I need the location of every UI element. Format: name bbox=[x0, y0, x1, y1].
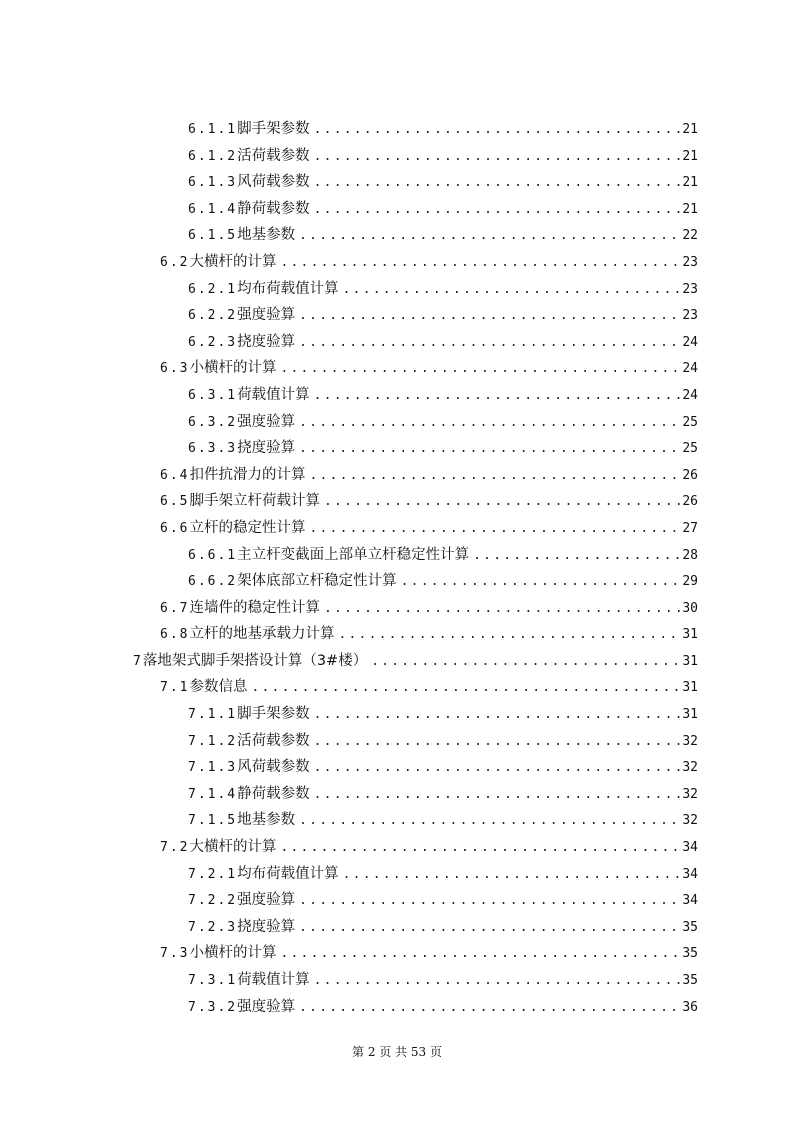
toc-entry-line bbox=[188, 568, 698, 596]
toc-entry-title: 强度验算 bbox=[237, 994, 299, 1021]
toc-dot-leader bbox=[324, 489, 680, 516]
toc-dot-leader bbox=[324, 596, 680, 623]
toc-entry-number: 7.1.4 bbox=[188, 786, 238, 802]
toc-entry[interactable] bbox=[0, 169, 794, 196]
toc-dot-leader bbox=[309, 516, 680, 543]
toc-dot-leader bbox=[280, 835, 680, 862]
toc-entry-page-number: 35 bbox=[682, 946, 698, 962]
toc-entry-line bbox=[188, 302, 698, 330]
toc-dot-leader bbox=[299, 915, 680, 942]
toc-entry-line bbox=[188, 276, 698, 304]
toc-entry-line bbox=[188, 861, 698, 889]
toc-entry[interactable] bbox=[0, 462, 794, 489]
toc-entry-line bbox=[188, 728, 698, 756]
toc-dot-leader bbox=[314, 755, 681, 782]
toc-entry[interactable] bbox=[0, 382, 794, 409]
toc-entry-line bbox=[188, 994, 698, 1022]
toc-entry-page-number: 31 bbox=[682, 653, 698, 669]
toc-entry-line bbox=[133, 648, 698, 676]
toc-entry[interactable] bbox=[0, 861, 794, 888]
toc-entry-number: 6.1.4 bbox=[188, 201, 238, 217]
toc-entry[interactable] bbox=[0, 435, 794, 462]
toc-entry-line bbox=[188, 914, 698, 942]
toc-entry-number: 7.2 bbox=[160, 840, 190, 856]
toc-entry-page-number: 21 bbox=[682, 175, 698, 191]
toc-entry[interactable] bbox=[0, 249, 794, 276]
toc-entry-page-number: 35 bbox=[682, 919, 698, 935]
toc-entry[interactable] bbox=[0, 568, 794, 595]
toc-dot-leader bbox=[314, 729, 681, 756]
toc-entry-number: 7.2.3 bbox=[188, 919, 238, 935]
toc-entry-title: 立杆的地基承载力计算 bbox=[189, 621, 338, 648]
toc-entry-title: 立杆的稳定性计算 bbox=[189, 515, 309, 542]
toc-entry-line bbox=[160, 515, 698, 543]
toc-dot-leader bbox=[299, 410, 680, 437]
toc-dot-leader bbox=[280, 356, 680, 383]
toc-entry-number: 7.3.2 bbox=[188, 999, 238, 1015]
toc-entry-number: 7.1.5 bbox=[188, 813, 238, 829]
toc-entry-line bbox=[160, 834, 698, 862]
toc-entry-number: 7.1.3 bbox=[188, 760, 238, 776]
toc-entry-title: 连墙件的稳定性计算 bbox=[189, 595, 324, 622]
toc-entry-page-number: 24 bbox=[682, 334, 698, 350]
toc-entry-line bbox=[188, 781, 698, 809]
toc-entry-page-number: 25 bbox=[682, 441, 698, 457]
toc-entry-page-number: 32 bbox=[682, 813, 698, 829]
toc-dot-leader bbox=[299, 888, 680, 915]
toc-entry-title: 脚手架立杆荷载计算 bbox=[189, 488, 324, 515]
toc-entry-number: 7.2.2 bbox=[188, 893, 238, 909]
toc-entry-number: 7.1.1 bbox=[188, 707, 238, 723]
toc-entry-title: 活荷载参数 bbox=[237, 728, 314, 755]
toc-entry-page-number: 31 bbox=[682, 627, 698, 643]
toc-entry-title: 脚手架参数 bbox=[237, 701, 314, 728]
toc-entry-title: 参数信息 bbox=[189, 674, 251, 701]
toc-entry-number: 6.1.3 bbox=[188, 175, 238, 191]
toc-dot-leader bbox=[280, 250, 680, 277]
toc-entry-page-number: 35 bbox=[682, 973, 698, 988]
toc-entry-page-number: 28 bbox=[682, 547, 698, 563]
toc-entry-number: 6.7 bbox=[160, 600, 190, 616]
toc-entry-title: 扣件抗滑力的计算 bbox=[189, 462, 309, 489]
toc-entry-page-number: 26 bbox=[682, 467, 698, 483]
toc-entry[interactable] bbox=[0, 834, 794, 861]
toc-dot-leader bbox=[338, 622, 680, 649]
toc-dot-leader bbox=[299, 223, 680, 250]
toc-entry-page-number: 31 bbox=[682, 680, 698, 696]
toc-entry-title: 地基参数 bbox=[237, 807, 299, 834]
toc-entry-title: 均布荷载值计算 bbox=[237, 276, 343, 303]
toc-entry-title: 小横杆的计算 bbox=[189, 940, 280, 967]
toc-entry-page-number: 32 bbox=[682, 733, 698, 749]
toc-entry-page-number: 24 bbox=[682, 387, 698, 403]
toc-entry-line bbox=[188, 382, 698, 410]
toc-entry-page-number: 26 bbox=[682, 494, 698, 510]
toc-entry-number: 6.3.1 bbox=[188, 387, 238, 403]
toc-entry-title: 挠度验算 bbox=[237, 914, 299, 941]
toc-entry-title: 强度验算 bbox=[237, 887, 299, 914]
toc-entry-page-number: 31 bbox=[682, 707, 698, 723]
toc-entry[interactable] bbox=[0, 222, 794, 249]
toc-entry-line bbox=[160, 940, 698, 968]
toc-entry-number: 6.6.2 bbox=[188, 574, 238, 590]
toc-entry-title: 小横杆的计算 bbox=[189, 355, 280, 382]
toc-entry-number: 6.2.1 bbox=[188, 281, 238, 297]
toc-entry[interactable] bbox=[0, 116, 794, 143]
toc-entry-title: 活荷载参数 bbox=[237, 143, 314, 170]
toc-entry-title: 挠度验算 bbox=[237, 435, 299, 462]
toc-entry[interactable] bbox=[0, 754, 794, 781]
toc-entry-line bbox=[160, 249, 698, 277]
toc-entry-number: 6.4 bbox=[160, 467, 190, 483]
toc-entry[interactable] bbox=[0, 355, 794, 382]
toc-dot-leader bbox=[371, 649, 680, 676]
toc-entry-line bbox=[160, 462, 698, 490]
toc-entry-page-number: 27 bbox=[682, 520, 698, 536]
toc-entry-page-number: 29 bbox=[682, 574, 698, 590]
toc-entry-number: 7 bbox=[133, 653, 143, 669]
toc-entry-line bbox=[188, 754, 698, 782]
toc-entry-line bbox=[188, 435, 698, 463]
toc-entry[interactable] bbox=[0, 196, 794, 223]
toc-entry-title: 风荷载参数 bbox=[237, 169, 314, 196]
toc-entry[interactable] bbox=[0, 329, 794, 356]
toc-entry-number: 7.1.2 bbox=[188, 733, 238, 749]
toc-entry-title: 大横杆的计算 bbox=[189, 249, 280, 276]
toc-entry-number: 7.2.1 bbox=[188, 866, 238, 882]
toc-entry-number: 6.6.1 bbox=[188, 547, 238, 563]
toc-entry-number: 7.1 bbox=[160, 680, 190, 696]
toc-entry-page-number: 23 bbox=[682, 308, 698, 324]
toc-entry[interactable] bbox=[0, 515, 794, 542]
toc-entry-page-number: 32 bbox=[682, 786, 698, 802]
toc-entry[interactable] bbox=[0, 701, 794, 728]
toc-entry-line bbox=[160, 488, 698, 516]
toc-dot-leader bbox=[314, 117, 681, 144]
toc-entry-title: 落地架式脚手架搭设计算（3#楼） bbox=[143, 648, 371, 675]
toc-entry-title: 脚手架参数 bbox=[237, 116, 314, 143]
toc-dot-leader bbox=[314, 968, 681, 995]
toc-entry-number: 6.5 bbox=[160, 494, 190, 510]
toc-entry[interactable] bbox=[0, 887, 794, 914]
toc-entry-page-number: 21 bbox=[682, 148, 698, 164]
toc-dot-leader bbox=[280, 941, 680, 968]
toc-entry-page-number: 22 bbox=[682, 228, 698, 244]
toc-entry-line bbox=[160, 621, 698, 649]
toc-entry-line bbox=[188, 329, 698, 357]
toc-entry[interactable] bbox=[0, 674, 794, 701]
toc-entry[interactable] bbox=[0, 409, 794, 436]
toc-entry-page-number: 24 bbox=[682, 361, 698, 377]
toc-entry-title: 强度验算 bbox=[237, 409, 299, 436]
toc-entry-title: 大横杆的计算 bbox=[189, 834, 280, 861]
toc-entry-number: 7.3 bbox=[160, 946, 190, 962]
toc-entry[interactable] bbox=[0, 542, 794, 569]
toc-entry-number: 6.2.3 bbox=[188, 334, 238, 350]
toc-entry-page-number: 21 bbox=[682, 201, 698, 217]
toc-dot-leader bbox=[299, 436, 680, 463]
toc-entry-line bbox=[188, 409, 698, 437]
toc-entry-page-number: 21 bbox=[682, 122, 698, 137]
toc-entry-page-number: 25 bbox=[682, 414, 698, 430]
toc-entry-title: 均布荷载值计算 bbox=[237, 861, 343, 888]
toc-entry[interactable] bbox=[0, 807, 794, 834]
toc-entry-number: 6.3.3 bbox=[188, 441, 238, 457]
toc-dot-leader bbox=[314, 782, 681, 809]
toc-entry-title: 挠度验算 bbox=[237, 329, 299, 356]
toc-dot-leader bbox=[314, 702, 681, 729]
toc-dot-leader bbox=[251, 675, 680, 702]
toc-entry-number: 6.6 bbox=[160, 520, 190, 536]
toc-entry-line bbox=[188, 967, 698, 995]
toc-dot-leader bbox=[314, 170, 681, 197]
toc-entry-page-number: 23 bbox=[682, 254, 698, 270]
toc-entry-title: 架体底部立杆稳定性计算 bbox=[237, 568, 401, 595]
toc-entry-number: 6.1.1 bbox=[188, 122, 238, 137]
toc-entry[interactable] bbox=[0, 595, 794, 622]
toc-entry-title: 静荷载参数 bbox=[237, 781, 314, 808]
toc-entry-page-number: 34 bbox=[682, 840, 698, 856]
toc-entry-title: 静荷载参数 bbox=[237, 196, 314, 223]
toc-entry[interactable] bbox=[0, 621, 794, 648]
toc-entry-number: 7.3.1 bbox=[188, 973, 238, 988]
toc-entry-title: 主立杆变截面上部单立杆稳定性计算 bbox=[237, 542, 473, 569]
toc-entry-number: 6.3 bbox=[160, 361, 190, 377]
toc-dot-leader bbox=[343, 277, 681, 304]
toc-entry[interactable] bbox=[0, 781, 794, 808]
toc-entry-page-number: 36 bbox=[682, 999, 698, 1015]
toc-entry-number: 6.3.2 bbox=[188, 414, 238, 430]
page-footer: 第 2 页 共 53 页 bbox=[352, 1045, 442, 1059]
toc-entry-page-number: 34 bbox=[682, 866, 698, 882]
toc-entry[interactable] bbox=[0, 302, 794, 329]
toc-dot-leader bbox=[314, 197, 681, 224]
toc-dot-leader bbox=[299, 330, 680, 357]
toc-entry-number: 6.2 bbox=[160, 254, 190, 270]
toc-dot-leader bbox=[473, 543, 680, 570]
toc-entry-line bbox=[188, 222, 698, 250]
toc-entry-number: 6.1.2 bbox=[188, 148, 238, 164]
toc-entry-line bbox=[188, 169, 698, 197]
toc-dot-leader bbox=[299, 808, 680, 835]
toc-entry-title: 荷载值计算 bbox=[237, 382, 314, 409]
table-of-contents bbox=[0, 116, 794, 1020]
toc-entry-title: 地基参数 bbox=[237, 222, 299, 249]
toc-entry[interactable] bbox=[0, 143, 794, 170]
toc-entry-number: 6.8 bbox=[160, 627, 190, 643]
toc-dot-leader bbox=[299, 303, 680, 330]
toc-entry-title: 荷载值计算 bbox=[237, 967, 314, 994]
toc-entry-page-number: 34 bbox=[682, 893, 698, 909]
toc-entry-number: 6.1.5 bbox=[188, 228, 238, 244]
toc-entry-line bbox=[160, 674, 698, 702]
toc-dot-leader bbox=[401, 569, 681, 596]
toc-entry-line bbox=[188, 807, 698, 835]
toc-entry-line bbox=[188, 143, 698, 171]
toc-entry-title: 风荷载参数 bbox=[237, 754, 314, 781]
toc-dot-leader bbox=[314, 383, 681, 410]
toc-entry-number: 6.2.2 bbox=[188, 308, 238, 324]
toc-entry[interactable] bbox=[0, 648, 794, 675]
toc-dot-leader bbox=[309, 463, 680, 490]
toc-entry-page-number: 23 bbox=[682, 281, 698, 297]
toc-entry-line bbox=[160, 595, 698, 623]
toc-dot-leader bbox=[314, 144, 681, 171]
toc-entry-line bbox=[188, 701, 698, 729]
toc-entry-line bbox=[188, 542, 698, 570]
toc-entry-title: 强度验算 bbox=[237, 302, 299, 329]
toc-dot-leader bbox=[299, 995, 680, 1022]
toc-entry-line bbox=[160, 355, 698, 383]
toc-entry[interactable] bbox=[0, 488, 794, 515]
toc-entry-line bbox=[188, 196, 698, 224]
toc-entry[interactable] bbox=[0, 994, 794, 1021]
toc-entry[interactable] bbox=[0, 276, 794, 303]
toc-entry-line bbox=[188, 116, 698, 144]
toc-entry-page-number: 30 bbox=[682, 600, 698, 616]
toc-entry[interactable] bbox=[0, 967, 794, 994]
toc-entry-line bbox=[188, 887, 698, 915]
toc-entry[interactable] bbox=[0, 914, 794, 941]
toc-dot-leader bbox=[343, 862, 681, 889]
toc-entry-page-number: 32 bbox=[682, 760, 698, 776]
toc-entry[interactable] bbox=[0, 728, 794, 755]
toc-entry[interactable] bbox=[0, 940, 794, 967]
